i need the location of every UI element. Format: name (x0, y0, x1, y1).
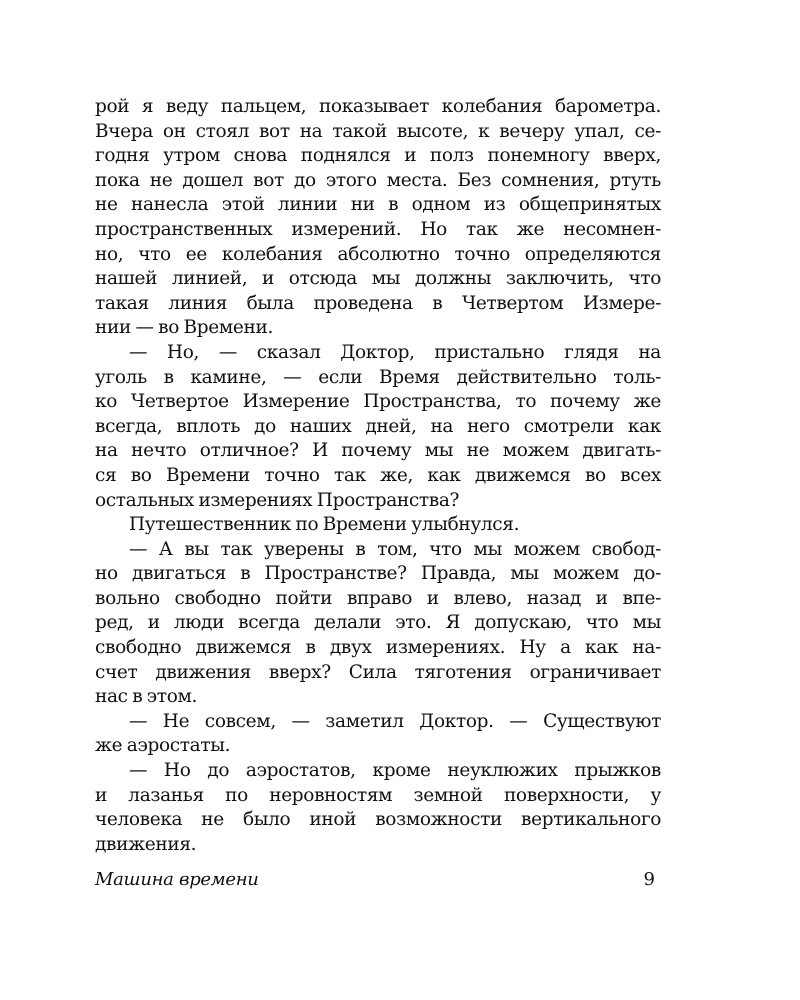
text-line: — Но, — сказал Доктор, пристально глядя на (129, 341, 661, 363)
text-line: не нанесла этой линии ни в одном из общепринятых (95, 194, 661, 216)
text-line: такая линия была проведена в Четвертом Измере- (95, 292, 661, 314)
text-line: ко Четвертое Измерение Пространства, то почему же (95, 391, 661, 413)
text-line: движения. (95, 833, 197, 855)
page-footer (95, 869, 661, 895)
text-line: рой я веду пальцем, показывает колебания барометра. (95, 96, 661, 117)
text-line: Путешественник по Времени улыбнулся. (129, 514, 520, 536)
text-line: пока не дошел вот до этого места. Без сомнения, ртуть (95, 169, 661, 191)
text-line: и лазанья по неровностям земной поверхности, у (95, 784, 661, 806)
text-line: но двигаться в Пространстве? Правда, мы можем до- (95, 563, 661, 585)
text-line: но, что ее колебания абсолютно точно определяются (95, 243, 661, 265)
text-line: остальных измерениях Пространства? (95, 489, 460, 511)
text-line: нас в этом. (95, 686, 198, 708)
text-line: нии — во Времени. (95, 317, 274, 339)
text-line: Вчера он стоял вот на такой высоте, к вечеру упал, се- (95, 120, 661, 142)
text-line: же аэростаты. (95, 735, 231, 757)
text-line: ред, и люди всегда делали это. Я допускаю, что мы (95, 612, 661, 634)
text-line: счет движения вверх? Сила тяготения ограничивает (95, 661, 661, 683)
text-line: пространственных измерений. Но так же несомнен- (95, 218, 661, 240)
running-title: Машина времени (95, 869, 259, 890)
text-line: человека не было иной возможности вертикального (95, 809, 661, 831)
text-line: уголь в камине, — если Время действительно толь- (95, 366, 661, 388)
text-line: — Но до аэростатов, кроме неуклюжих прыжков (129, 760, 661, 782)
text-line: годня утром снова поднялся и полз понемногу вверх, (95, 145, 661, 167)
text-line: ся во Времени точно так же, как движемся во всех (95, 464, 661, 486)
text-line: всегда, вплоть до наших дней, на него смотрели как (95, 415, 661, 437)
text-line: вольно свободно пойти вправо и влево, назад и впе- (95, 587, 661, 609)
text-line: — Не совсем, — заметил Доктор. — Существуют (129, 710, 661, 732)
page-number: 9 (643, 869, 655, 890)
text-line: на нечто отличное? И почему мы не можем двигать- (95, 440, 661, 462)
body-text (95, 95, 661, 857)
text-line: свободно движемся в двух измерениях. Ну а как на- (95, 637, 661, 659)
text-line: нашей линией, и отсюда мы должны заключить, что (95, 268, 661, 290)
text-line: — А вы так уверены в том, что мы можем свобод- (129, 538, 661, 560)
